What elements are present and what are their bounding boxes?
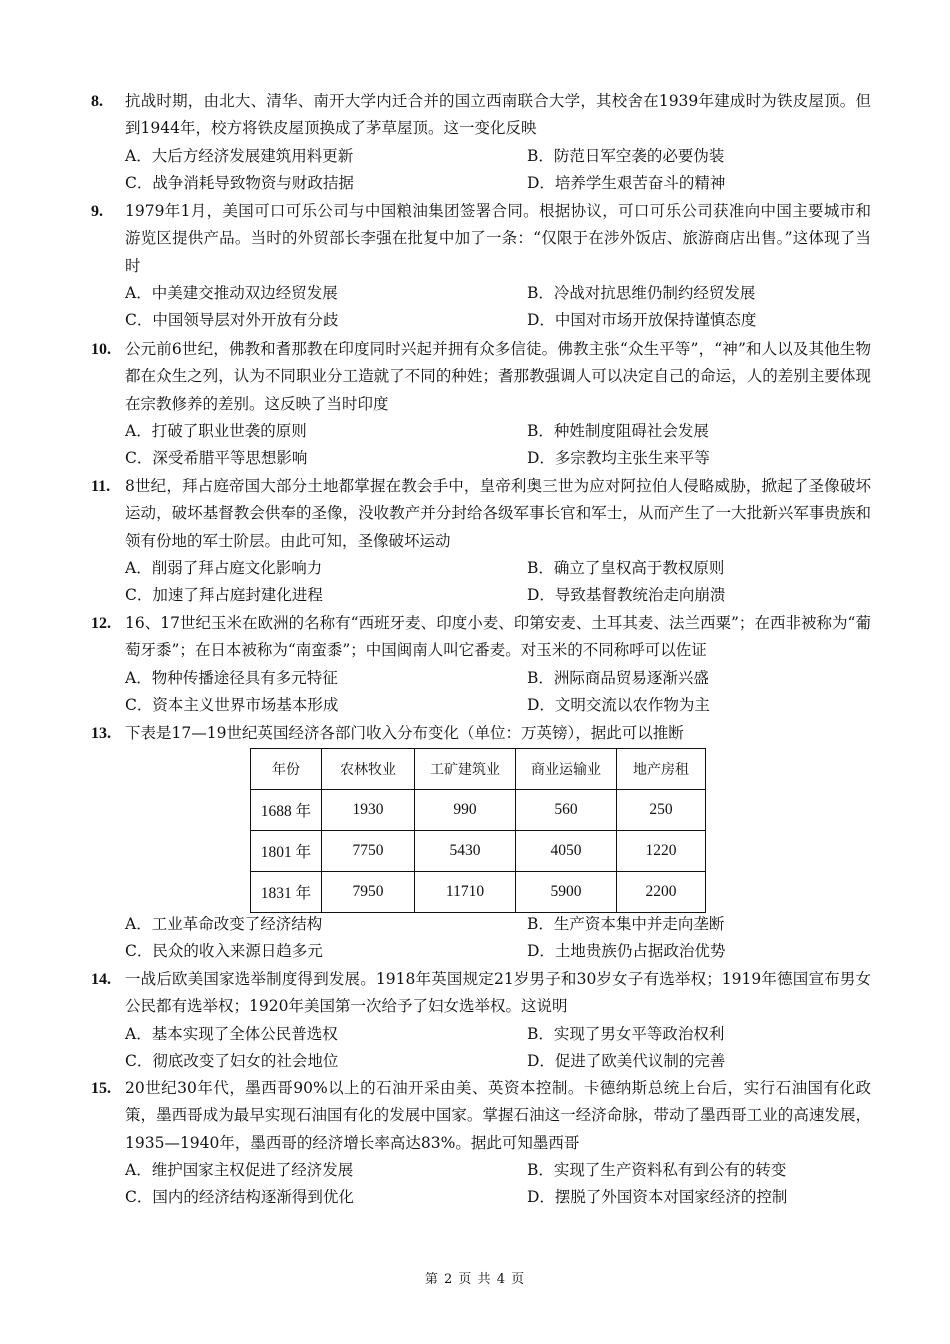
page-footer: 第 2 页 共 4 页: [424, 1272, 526, 1287]
option-c: C．中国领导层对外开放有分歧: [125, 311, 339, 330]
option-d: D．多宗教均主张生来平等: [527, 449, 710, 468]
option-b: B．防范日军空袭的必要伪装: [527, 146, 725, 165]
income-table: [250, 748, 706, 913]
option-c: C．国内的经济结构逐渐得到优化: [125, 1188, 354, 1207]
option-a: A．中美建交推动双边经贸发展: [125, 283, 338, 302]
table-row: [251, 831, 706, 872]
table-cell: 560: [516, 790, 617, 831]
table-cell: 1688 年: [251, 790, 322, 831]
option-d: D．文明交流以农作物为主: [527, 695, 710, 714]
question-14: [91, 966, 871, 1075]
question-number: 10.: [91, 341, 111, 358]
option-b: B．生产资本集中并走向垄断: [527, 915, 725, 933]
option-d: D．摆脱了外国资本对国家经济的控制: [527, 1188, 788, 1207]
table-header: 农林牧业: [322, 749, 415, 790]
option-b: B．实现了生产资料私有到公有的转变: [527, 1160, 787, 1179]
option-b: B．冷战对抗思维仍制约经贸发展: [527, 283, 756, 302]
table-cell: 1930: [322, 790, 415, 831]
table-row: [251, 790, 706, 831]
option-d: D．导致基督教统治走向崩溃: [527, 586, 726, 605]
table-cell: 250: [617, 790, 706, 831]
question-stem: 20世纪30年代，墨西哥90%以上的石油开采由美、英资本控制。卡德纳斯总统上台后，实行石油国有化政策，墨西哥成为最早实现石油国有化的发展中国家。掌握石油这一经济命脉，带动了墨西哥工业的高速发展，1935—1940年，墨西哥的经济增长率高达83%。据此可知墨西哥: [125, 1079, 871, 1152]
question-13-options: [91, 911, 871, 966]
option-a: A．削弱了拜占庭文化影响力: [125, 558, 323, 577]
option-a: A．物种传播途径具有多元特征: [125, 668, 338, 687]
option-d: D．促进了欧美代议制的完善: [527, 1051, 726, 1070]
option-c: C．彻底改变了妇女的社会地位: [125, 1051, 339, 1070]
question-stem: 一战后欧美国家选举制度得到发展。1918年英国规定21岁男子和30岁女子有选举权；1919年德国宣布男女公民都有选举权；1920年美国第一次给予了妇女选举权。这说明: [125, 970, 871, 1016]
question-number: 14.: [91, 971, 111, 988]
table-cell: 7950: [322, 872, 415, 913]
question-10: [91, 336, 871, 472]
table-row: [251, 872, 706, 913]
option-c: C．战争消耗导致物资与财政拮据: [125, 173, 354, 192]
table-cell: 5430: [415, 831, 516, 872]
question-12: [91, 610, 871, 719]
table-cell: 1831 年: [251, 872, 322, 913]
option-b: B．实现了男女平等政治权利: [527, 1024, 725, 1043]
question-15: [91, 1075, 871, 1211]
question-stem: 16、17世纪玉米在欧洲的名称有“西班牙麦、印度小麦、印第安麦、土耳其麦、法兰西粟”；在西非被称为“葡萄牙黍”；在日本被称为“南蛮黍”；中国闽南人叫它番麦。对玉米的不同称呼可以佐证: [125, 614, 871, 660]
option-c: C．资本主义世界市场基本形成: [125, 695, 339, 714]
question-stem: 抗战时期，由北大、清华、南开大学内迁合并的国立西南联合大学，其校舍在1939年建成时为铁皮屋顶。但到1944年，校方将铁皮屋顶换成了茅草屋顶。这一变化反映: [125, 92, 871, 138]
question-stem: 8世纪，拜占庭帝国大部分土地都掌握在教会手中，皇帝利奥三世为应对阿拉伯人侵略威胁，掀起了圣像破坏运动，破坏基督教会供奉的圣像，没收教产并分封给各级军事长官和军士，从而产生了一大批新兴军事贵族和领有份地的军士阶层。由此可知，圣像破坏运动: [125, 477, 871, 550]
table-cell: 2200: [617, 872, 706, 913]
question-number: 15.: [91, 1080, 111, 1097]
option-d: D．培养学生艰苦奋斗的精神: [527, 173, 726, 192]
table-cell: 11710: [415, 872, 516, 913]
table-cell: 7750: [322, 831, 415, 872]
option-a: A．基本实现了全体公民普选权: [125, 1024, 338, 1043]
option-d: D．中国对市场开放保持谨慎态度: [527, 311, 757, 330]
table-header: 商业运输业: [516, 749, 617, 790]
question-9: [91, 198, 871, 334]
option-c: C．加速了拜占庭封建化进程: [125, 586, 323, 605]
table-cell: 990: [415, 790, 516, 831]
table-header: 年份: [251, 749, 322, 790]
question-13: [91, 720, 871, 747]
option-a: A．工业革命改变了经济结构: [125, 915, 323, 933]
table-header: 工矿建筑业: [415, 749, 516, 790]
question-number: 8.: [91, 93, 103, 110]
question-8: [91, 88, 871, 197]
table-cell: 1801 年: [251, 831, 322, 872]
question-11: [91, 473, 871, 609]
question-number: 12.: [91, 615, 111, 632]
question-stem: 下表是17—19世纪英国经济各部门收入分布变化（单位：万英镑），据此可以推断: [125, 724, 684, 742]
option-d: D．土地贵族仍占据政治优势: [527, 942, 726, 961]
option-a: A．维护国家主权促进了经济发展: [125, 1160, 354, 1179]
question-number: 13.: [91, 725, 111, 742]
table-cell: 1220: [617, 831, 706, 872]
option-c: C．民众的收入来源日趋多元: [125, 942, 323, 961]
option-b: B．种姓制度阻碍社会发展: [527, 421, 709, 440]
option-b: B．确立了皇权高于教权原则: [527, 558, 725, 577]
table-cell: 4050: [516, 831, 617, 872]
question-stem: 1979年1月，美国可口可乐公司与中国粮油集团签署合同。根据协议，可口可乐公司获准向中国主要城市和游览区提供产品。当时的外贸部长李强在批复中加了一条：“仅限于在涉外饭店、旅游商店出售。”这体现了当时: [125, 202, 871, 275]
question-stem: 公元前6世纪，佛教和耆那教在印度同时兴起并拥有众多信徒。佛教主张“众生平等”，“神”和人以及其他生物都在众生之列，认为不同职业分工造就了不同的种姓；耆那教强调人可以决定自己的命运，人的差别主要体现在宗教修养的差别。这反映了当时印度: [125, 340, 871, 413]
question-number: 9.: [91, 203, 103, 220]
table-cell: 5900: [516, 872, 617, 913]
option-a: A．打破了职业世袭的原则: [125, 421, 307, 440]
table-header: 地产房租: [617, 749, 706, 790]
option-a: A．大后方经济发展建筑用料更新: [125, 146, 354, 165]
table-header-row: [251, 749, 706, 790]
question-number: 11.: [91, 478, 111, 495]
option-b: B．洲际商品贸易逐渐兴盛: [527, 668, 709, 687]
option-c: C．深受希腊平等思想影响: [125, 449, 308, 468]
